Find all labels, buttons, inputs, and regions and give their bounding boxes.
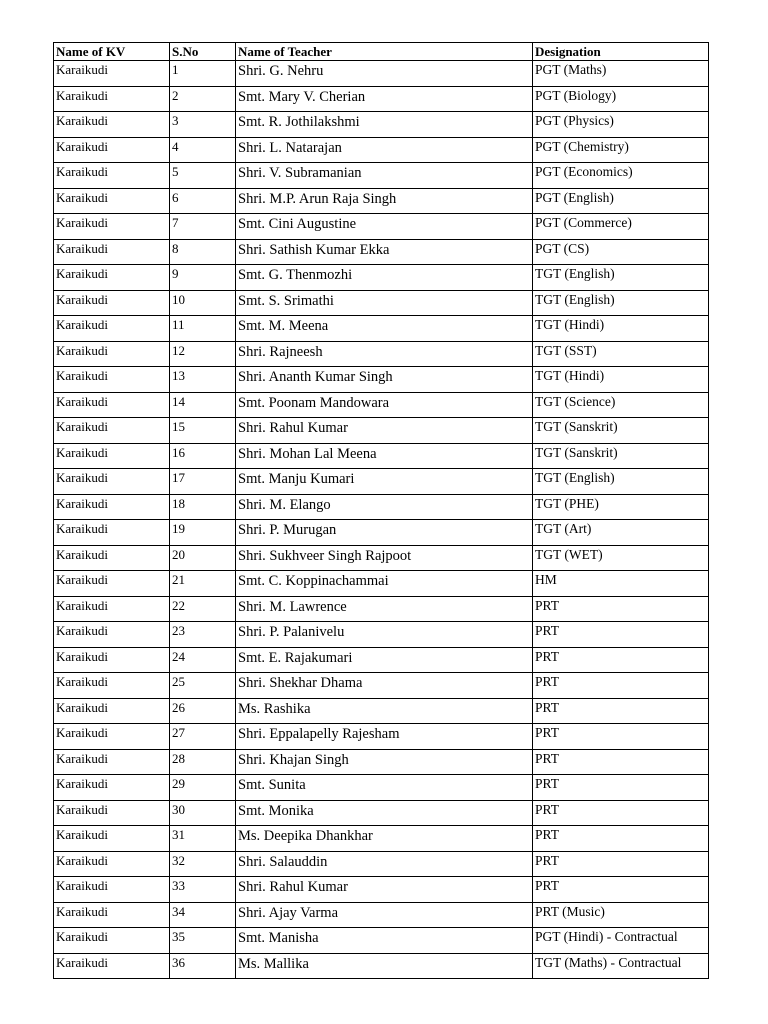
cell-designation: HM <box>533 571 709 597</box>
cell-teacher-name: Shri. M. Elango <box>236 494 533 520</box>
cell-designation: PGT (CS) <box>533 239 709 265</box>
cell-sno: 25 <box>170 673 236 699</box>
cell-teacher-name: Shri. M. Lawrence <box>236 596 533 622</box>
cell-teacher-name: Ms. Rashika <box>236 698 533 724</box>
cell-teacher-name: Smt. R. Jothilakshmi <box>236 112 533 138</box>
cell-name-of-kv: Karaikudi <box>54 724 170 750</box>
cell-designation: TGT (English) <box>533 290 709 316</box>
cell-name-of-kv: Karaikudi <box>54 239 170 265</box>
cell-name-of-kv: Karaikudi <box>54 367 170 393</box>
document-page <box>53 42 708 979</box>
cell-teacher-name: Shri. Eppalapelly Rajesham <box>236 724 533 750</box>
cell-name-of-kv: Karaikudi <box>54 673 170 699</box>
cell-name-of-kv: Karaikudi <box>54 316 170 342</box>
table-row <box>54 61 709 87</box>
cell-sno: 5 <box>170 163 236 189</box>
table-row <box>54 214 709 240</box>
cell-designation: PRT <box>533 622 709 648</box>
table-row <box>54 341 709 367</box>
cell-teacher-name: Smt. M. Meena <box>236 316 533 342</box>
table-row <box>54 418 709 444</box>
cell-sno: 35 <box>170 928 236 954</box>
cell-teacher-name: Smt. G. Thenmozhi <box>236 265 533 291</box>
cell-teacher-name: Smt. C. Koppinachammai <box>236 571 533 597</box>
cell-name-of-kv: Karaikudi <box>54 902 170 928</box>
cell-designation: TGT (Art) <box>533 520 709 546</box>
cell-designation: PRT <box>533 647 709 673</box>
cell-designation: TGT (English) <box>533 265 709 291</box>
cell-teacher-name: Smt. Manju Kumari <box>236 469 533 495</box>
teacher-table <box>53 42 709 979</box>
cell-designation: PRT <box>533 673 709 699</box>
table-row <box>54 392 709 418</box>
table-header <box>54 43 709 61</box>
cell-name-of-kv: Karaikudi <box>54 494 170 520</box>
table-row <box>54 520 709 546</box>
cell-name-of-kv: Karaikudi <box>54 265 170 291</box>
cell-designation: TGT (WET) <box>533 545 709 571</box>
cell-sno: 10 <box>170 290 236 316</box>
cell-name-of-kv: Karaikudi <box>54 443 170 469</box>
cell-sno: 16 <box>170 443 236 469</box>
cell-teacher-name: Shri. Khajan Singh <box>236 749 533 775</box>
cell-teacher-name: Shri. Mohan Lal Meena <box>236 443 533 469</box>
cell-designation: PGT (Commerce) <box>533 214 709 240</box>
cell-name-of-kv: Karaikudi <box>54 341 170 367</box>
cell-teacher-name: Smt. Cini Augustine <box>236 214 533 240</box>
table-row <box>54 239 709 265</box>
cell-name-of-kv: Karaikudi <box>54 112 170 138</box>
cell-designation: PGT (Maths) <box>533 61 709 87</box>
cell-sno: 23 <box>170 622 236 648</box>
cell-name-of-kv: Karaikudi <box>54 469 170 495</box>
cell-sno: 33 <box>170 877 236 903</box>
cell-teacher-name: Shri. Sukhveer Singh Rajpoot <box>236 545 533 571</box>
header-name-of-teacher: Name of Teacher <box>236 43 533 61</box>
cell-sno: 4 <box>170 137 236 163</box>
table-row <box>54 647 709 673</box>
cell-designation: PGT (Economics) <box>533 163 709 189</box>
cell-teacher-name: Smt. Poonam Mandowara <box>236 392 533 418</box>
cell-sno: 18 <box>170 494 236 520</box>
cell-name-of-kv: Karaikudi <box>54 188 170 214</box>
table-row <box>54 800 709 826</box>
table-row <box>54 545 709 571</box>
cell-designation: PRT <box>533 749 709 775</box>
cell-teacher-name: Ms. Mallika <box>236 953 533 979</box>
cell-teacher-name: Shri. M.P. Arun Raja Singh <box>236 188 533 214</box>
cell-name-of-kv: Karaikudi <box>54 775 170 801</box>
table-row <box>54 188 709 214</box>
cell-name-of-kv: Karaikudi <box>54 800 170 826</box>
cell-teacher-name: Shri. Ajay Varma <box>236 902 533 928</box>
cell-name-of-kv: Karaikudi <box>54 953 170 979</box>
cell-sno: 11 <box>170 316 236 342</box>
cell-teacher-name: Smt. Manisha <box>236 928 533 954</box>
table-row <box>54 265 709 291</box>
cell-name-of-kv: Karaikudi <box>54 418 170 444</box>
table-row <box>54 163 709 189</box>
cell-name-of-kv: Karaikudi <box>54 214 170 240</box>
cell-designation: PRT <box>533 851 709 877</box>
cell-sno: 22 <box>170 596 236 622</box>
cell-name-of-kv: Karaikudi <box>54 61 170 87</box>
cell-designation: TGT (Hindi) <box>533 367 709 393</box>
cell-designation: TGT (PHE) <box>533 494 709 520</box>
cell-sno: 15 <box>170 418 236 444</box>
cell-designation: PRT <box>533 596 709 622</box>
cell-teacher-name: Smt. Sunita <box>236 775 533 801</box>
header-designation: Designation <box>533 43 709 61</box>
table-row <box>54 724 709 750</box>
cell-designation: TGT (Sanskrit) <box>533 418 709 444</box>
table-row <box>54 698 709 724</box>
table-row <box>54 749 709 775</box>
cell-name-of-kv: Karaikudi <box>54 928 170 954</box>
cell-sno: 29 <box>170 775 236 801</box>
cell-teacher-name: Shri. Shekhar Dhama <box>236 673 533 699</box>
cell-designation: TGT (Hindi) <box>533 316 709 342</box>
cell-name-of-kv: Karaikudi <box>54 647 170 673</box>
cell-name-of-kv: Karaikudi <box>54 392 170 418</box>
cell-sno: 24 <box>170 647 236 673</box>
cell-sno: 34 <box>170 902 236 928</box>
cell-teacher-name: Shri. Sathish Kumar Ekka <box>236 239 533 265</box>
cell-name-of-kv: Karaikudi <box>54 877 170 903</box>
cell-name-of-kv: Karaikudi <box>54 851 170 877</box>
table-row <box>54 877 709 903</box>
table-row <box>54 826 709 852</box>
cell-designation: TGT (Science) <box>533 392 709 418</box>
cell-teacher-name: Shri. Ananth Kumar Singh <box>236 367 533 393</box>
cell-sno: 19 <box>170 520 236 546</box>
table-row <box>54 775 709 801</box>
cell-designation: PRT (Music) <box>533 902 709 928</box>
cell-teacher-name: Smt. E. Rajakumari <box>236 647 533 673</box>
cell-sno: 27 <box>170 724 236 750</box>
cell-designation: TGT (Sanskrit) <box>533 443 709 469</box>
cell-teacher-name: Shri. Rahul Kumar <box>236 418 533 444</box>
cell-name-of-kv: Karaikudi <box>54 698 170 724</box>
cell-sno: 8 <box>170 239 236 265</box>
cell-sno: 1 <box>170 61 236 87</box>
cell-sno: 3 <box>170 112 236 138</box>
header-row <box>54 43 709 61</box>
table-row <box>54 469 709 495</box>
cell-designation: PGT (Physics) <box>533 112 709 138</box>
cell-designation: PGT (Hindi) - Contractual <box>533 928 709 954</box>
cell-teacher-name: Shri. Rahul Kumar <box>236 877 533 903</box>
cell-designation: TGT (SST) <box>533 341 709 367</box>
cell-designation: PRT <box>533 724 709 750</box>
cell-sno: 12 <box>170 341 236 367</box>
cell-designation: PGT (Biology) <box>533 86 709 112</box>
cell-teacher-name: Shri. L. Natarajan <box>236 137 533 163</box>
cell-designation: PRT <box>533 877 709 903</box>
cell-teacher-name: Shri. G. Nehru <box>236 61 533 87</box>
cell-sno: 30 <box>170 800 236 826</box>
table-row <box>54 367 709 393</box>
cell-designation: PGT (Chemistry) <box>533 137 709 163</box>
cell-name-of-kv: Karaikudi <box>54 749 170 775</box>
table-row <box>54 596 709 622</box>
table-row <box>54 137 709 163</box>
cell-teacher-name: Shri. V. Subramanian <box>236 163 533 189</box>
cell-sno: 6 <box>170 188 236 214</box>
cell-name-of-kv: Karaikudi <box>54 137 170 163</box>
cell-sno: 2 <box>170 86 236 112</box>
table-row <box>54 290 709 316</box>
cell-sno: 14 <box>170 392 236 418</box>
table-row <box>54 622 709 648</box>
cell-name-of-kv: Karaikudi <box>54 545 170 571</box>
cell-name-of-kv: Karaikudi <box>54 290 170 316</box>
cell-name-of-kv: Karaikudi <box>54 622 170 648</box>
cell-teacher-name: Shri. P. Palanivelu <box>236 622 533 648</box>
cell-sno: 32 <box>170 851 236 877</box>
cell-teacher-name: Smt. Monika <box>236 800 533 826</box>
cell-designation: PRT <box>533 775 709 801</box>
cell-designation: TGT (English) <box>533 469 709 495</box>
cell-name-of-kv: Karaikudi <box>54 86 170 112</box>
table-row <box>54 112 709 138</box>
cell-sno: 21 <box>170 571 236 597</box>
table-row <box>54 953 709 979</box>
cell-name-of-kv: Karaikudi <box>54 826 170 852</box>
header-name-of-kv: Name of KV <box>54 43 170 61</box>
cell-teacher-name: Ms. Deepika Dhankhar <box>236 826 533 852</box>
table-body <box>54 61 709 979</box>
table-row <box>54 316 709 342</box>
cell-designation: PRT <box>533 826 709 852</box>
header-sno: S.No <box>170 43 236 61</box>
cell-teacher-name: Smt. Mary V. Cherian <box>236 86 533 112</box>
cell-sno: 20 <box>170 545 236 571</box>
cell-teacher-name: Smt. S. Srimathi <box>236 290 533 316</box>
cell-teacher-name: Shri. Rajneesh <box>236 341 533 367</box>
cell-sno: 26 <box>170 698 236 724</box>
table-row <box>54 443 709 469</box>
table-row <box>54 86 709 112</box>
cell-sno: 28 <box>170 749 236 775</box>
cell-designation: PRT <box>533 800 709 826</box>
cell-name-of-kv: Karaikudi <box>54 520 170 546</box>
table-row <box>54 494 709 520</box>
cell-sno: 17 <box>170 469 236 495</box>
cell-sno: 36 <box>170 953 236 979</box>
table-row <box>54 928 709 954</box>
table-row <box>54 902 709 928</box>
cell-name-of-kv: Karaikudi <box>54 596 170 622</box>
cell-teacher-name: Shri. Salauddin <box>236 851 533 877</box>
table-row <box>54 571 709 597</box>
table-row <box>54 851 709 877</box>
cell-sno: 31 <box>170 826 236 852</box>
cell-teacher-name: Shri. P. Murugan <box>236 520 533 546</box>
cell-sno: 7 <box>170 214 236 240</box>
cell-sno: 9 <box>170 265 236 291</box>
cell-designation: PRT <box>533 698 709 724</box>
table-row <box>54 673 709 699</box>
cell-designation: TGT (Maths) - Contractual <box>533 953 709 979</box>
cell-sno: 13 <box>170 367 236 393</box>
cell-name-of-kv: Karaikudi <box>54 163 170 189</box>
cell-designation: PGT (English) <box>533 188 709 214</box>
cell-name-of-kv: Karaikudi <box>54 571 170 597</box>
